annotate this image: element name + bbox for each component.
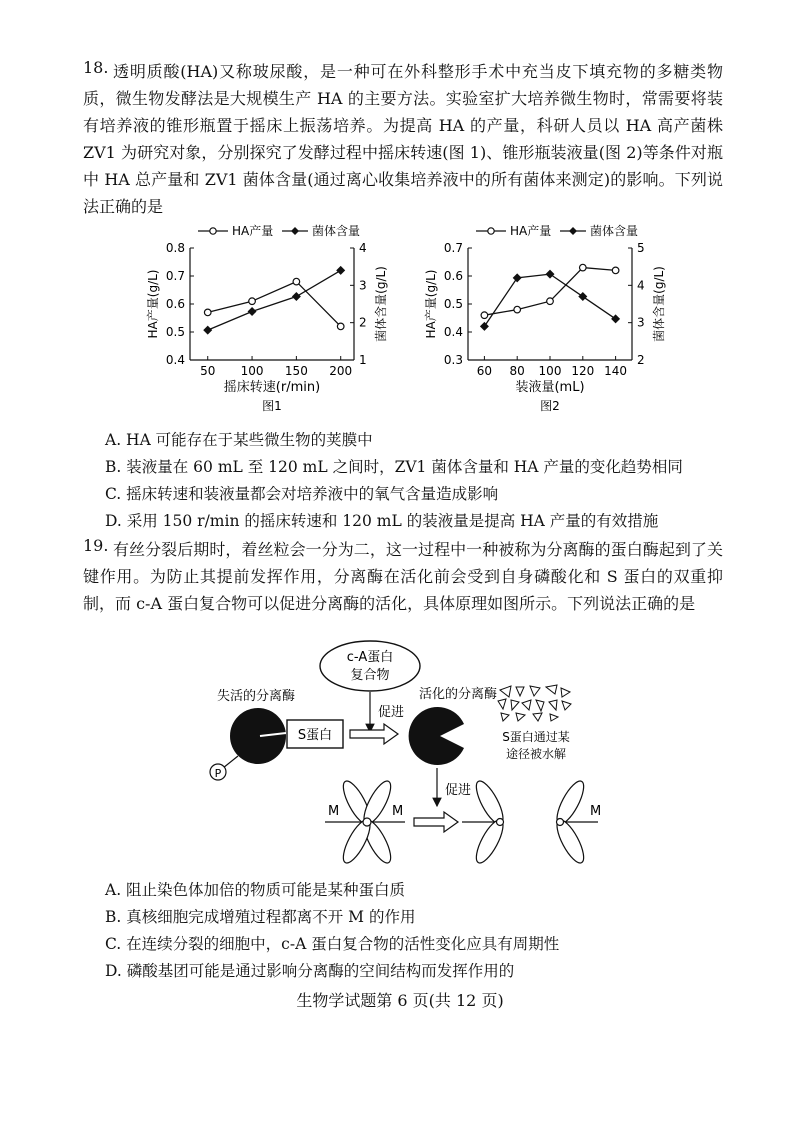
active-separase-label: 活化的分离酶 — [418, 687, 498, 702]
ha-yield-point — [547, 298, 554, 305]
q19-stem: 有丝分裂后期时，着丝粒会一分为二，这一过程中一种被称为分离酶的蛋白酶起到了关键作用。为防止其提前发挥作用，分离酶在活化前会受到自身磷酸化和 S 蛋白的双重抑制，而 c-A 蛋白复合物可以促进分离酶的活化，具体原理如图所示。下列说法正确的是 — [83, 540, 723, 613]
ha-yield-point — [481, 312, 488, 319]
biomass-point — [513, 273, 522, 282]
y-axis-label-right: 菌体含量(g/L) — [652, 266, 666, 342]
phosphate-link — [223, 756, 238, 768]
complex-ellipse — [320, 641, 420, 691]
hydrolysis-label-line1: S蛋白通过某 — [502, 730, 570, 744]
s-protein-label: S蛋白 — [297, 728, 333, 743]
x-tick-label: 60 — [476, 364, 493, 378]
ha-yield-point — [612, 267, 619, 274]
y-axis-label-right: 菌体含量(g/L) — [374, 266, 388, 342]
y-axis-label-left: HA产量(g/L) — [424, 269, 438, 339]
ha-yield-point — [293, 278, 300, 285]
y-tick-label-right: 4 — [359, 241, 367, 255]
inactive-separase-label: 失活的分离酶 — [216, 689, 296, 704]
promote-label-bottom: 促进 — [445, 783, 472, 798]
complex-label-line1: c-A蛋白 — [346, 650, 394, 665]
transition-arrow-top — [350, 724, 398, 744]
promote-label-top: 促进 — [378, 705, 405, 720]
m-label-mid: M — [392, 804, 404, 819]
x-tick-label: 120 — [571, 364, 595, 378]
y-axis-label-left: HA产量(g/L) — [146, 269, 160, 339]
q18-stem: 透明质酸(HA)又称玻尿酸，是一种可在外科整形手术中充当皮下填充物的多糖类物质，微生物发酵法是大规模生产 HA 的主要方法。实验室扩大培养微生物时，常需要将装有培养液的锥形瓶置于摇床上振荡培养。为提高 HA 的产量，科研人员以 HA 高产菌株 ZV1 为研究对象，分别探究了发酵过程中摇床转速(图 1)、锥形瓶装液量(图 2)等条件对瓶中 HA 总产量和 ZV1 菌体含量(通过离心收集培养液中的所有菌体来测定)的影响。下列说法正确的是 — [83, 62, 723, 216]
y-tick-label-right: 4 — [637, 278, 645, 293]
x-axis-label: 装液量(mL) — [515, 380, 585, 395]
x-axis-label: 摇床转速(r/min) — [223, 380, 321, 395]
biomass-point — [203, 326, 212, 335]
x-tick-label: 50 — [200, 364, 216, 378]
q19-option-d[interactable]: D. 磷酸基团可能是通过影响分离酶的空间结构而发挥作用的 — [105, 962, 515, 980]
biomass-point — [248, 307, 257, 316]
x-tick-label: 100 — [538, 364, 562, 378]
centromere — [363, 818, 371, 826]
x-tick-label: 150 — [284, 364, 308, 378]
legend-ha-marker — [488, 228, 494, 234]
y-tick-label-left: 0.4 — [165, 353, 185, 367]
inactive-separase — [230, 708, 286, 764]
y-tick-label-left: 0.5 — [165, 325, 185, 339]
y-tick-label-right: 3 — [637, 315, 645, 330]
biomass-point — [611, 314, 620, 323]
figure-1-chart — [140, 222, 400, 420]
q19-option-b[interactable]: B. 真核细胞完成增殖过程都离不开 M 的作用 — [105, 908, 416, 926]
y-tick-label-right: 2 — [359, 315, 367, 330]
s-protein-fragments — [498, 685, 571, 721]
y-tick-label-left: 0.5 — [443, 297, 463, 311]
x-tick-label: 200 — [329, 364, 353, 378]
figure-2-chart — [418, 222, 680, 420]
legend-ha-label: HA产量 — [232, 224, 274, 238]
separated-centromere-left — [497, 819, 504, 826]
m-label-right: M — [590, 804, 602, 819]
biomass-point — [480, 322, 489, 331]
separase-mechanism-diagram — [200, 640, 620, 875]
q18-option-a[interactable]: A. HA 可能存在于某些微生物的荚膜中 — [105, 431, 373, 449]
y-tick-label-right: 1 — [359, 353, 367, 367]
x-tick-label: 100 — [240, 364, 264, 378]
y-tick-label-left: 0.4 — [443, 325, 463, 339]
y-tick-label-right: 5 — [637, 241, 645, 255]
x-tick-label: 140 — [604, 364, 628, 378]
phosphate-label: P — [214, 767, 222, 780]
q19-option-a[interactable]: A. 阻止染色体加倍的物质可能是某种蛋白质 — [105, 881, 406, 899]
ha-yield-point — [204, 309, 211, 316]
hydrolysis-label-line2: 途径被水解 — [505, 747, 567, 761]
x-tick-label: 80 — [509, 364, 525, 378]
q19-option-c[interactable]: C. 在连续分裂的细胞中，c-A 蛋白复合物的活性变化应具有周期性 — [105, 935, 560, 953]
ha-yield-point — [337, 323, 344, 330]
legend-biomass-label: 菌体含量 — [590, 224, 639, 238]
biomass-point — [578, 292, 587, 301]
q18-option-d[interactable]: D. 采用 150 r/min 的摇床转速和 120 mL 的装液量是提高 HA 产量的有效措施 — [105, 512, 659, 530]
figure-caption: 图2 — [540, 399, 560, 413]
legend-ha-label: HA产量 — [510, 224, 552, 238]
y-tick-label-left: 0.8 — [165, 241, 185, 255]
biomass-line — [208, 270, 341, 330]
legend-biomass-marker — [569, 227, 577, 235]
q18-number: 18. — [83, 58, 109, 77]
y-tick-label-left: 0.6 — [165, 297, 185, 311]
y-tick-label-left: 0.7 — [443, 241, 463, 255]
complex-label-line2: 复合物 — [350, 668, 390, 683]
separated-centromere-right — [557, 819, 564, 826]
legend-ha-marker — [210, 228, 216, 234]
biomass-point — [546, 270, 555, 279]
y-tick-label-right: 3 — [359, 278, 367, 293]
q18-option-c[interactable]: C. 摇床转速和装液量都会对培养液中的氧气含量造成影响 — [105, 485, 499, 503]
page-footer: 生物学试题第 6 页(共 12 页) — [296, 991, 504, 1010]
transition-arrow-bottom — [414, 812, 458, 832]
ha-yield-point — [580, 264, 587, 271]
y-tick-label-left: 0.6 — [443, 269, 463, 283]
y-tick-label-left: 0.3 — [443, 353, 463, 367]
ha-yield-point — [514, 306, 521, 313]
q18-option-b[interactable]: B. 装液量在 60 mL 至 120 mL 之间时，ZV1 菌体含量和 HA 产量的变化趋势相同 — [105, 458, 683, 476]
y-tick-label-left: 0.7 — [165, 269, 185, 283]
legend-biomass-marker — [291, 227, 299, 235]
figure-caption: 图1 — [262, 399, 282, 413]
active-separase — [409, 707, 464, 765]
ha-yield-point — [249, 298, 256, 305]
legend-biomass-label: 菌体含量 — [312, 224, 361, 238]
biomass-point — [336, 266, 345, 275]
biomass-point — [292, 292, 301, 301]
m-label-left: M — [328, 804, 340, 819]
y-tick-label-right: 2 — [637, 353, 645, 367]
q19-number: 19. — [83, 536, 109, 555]
